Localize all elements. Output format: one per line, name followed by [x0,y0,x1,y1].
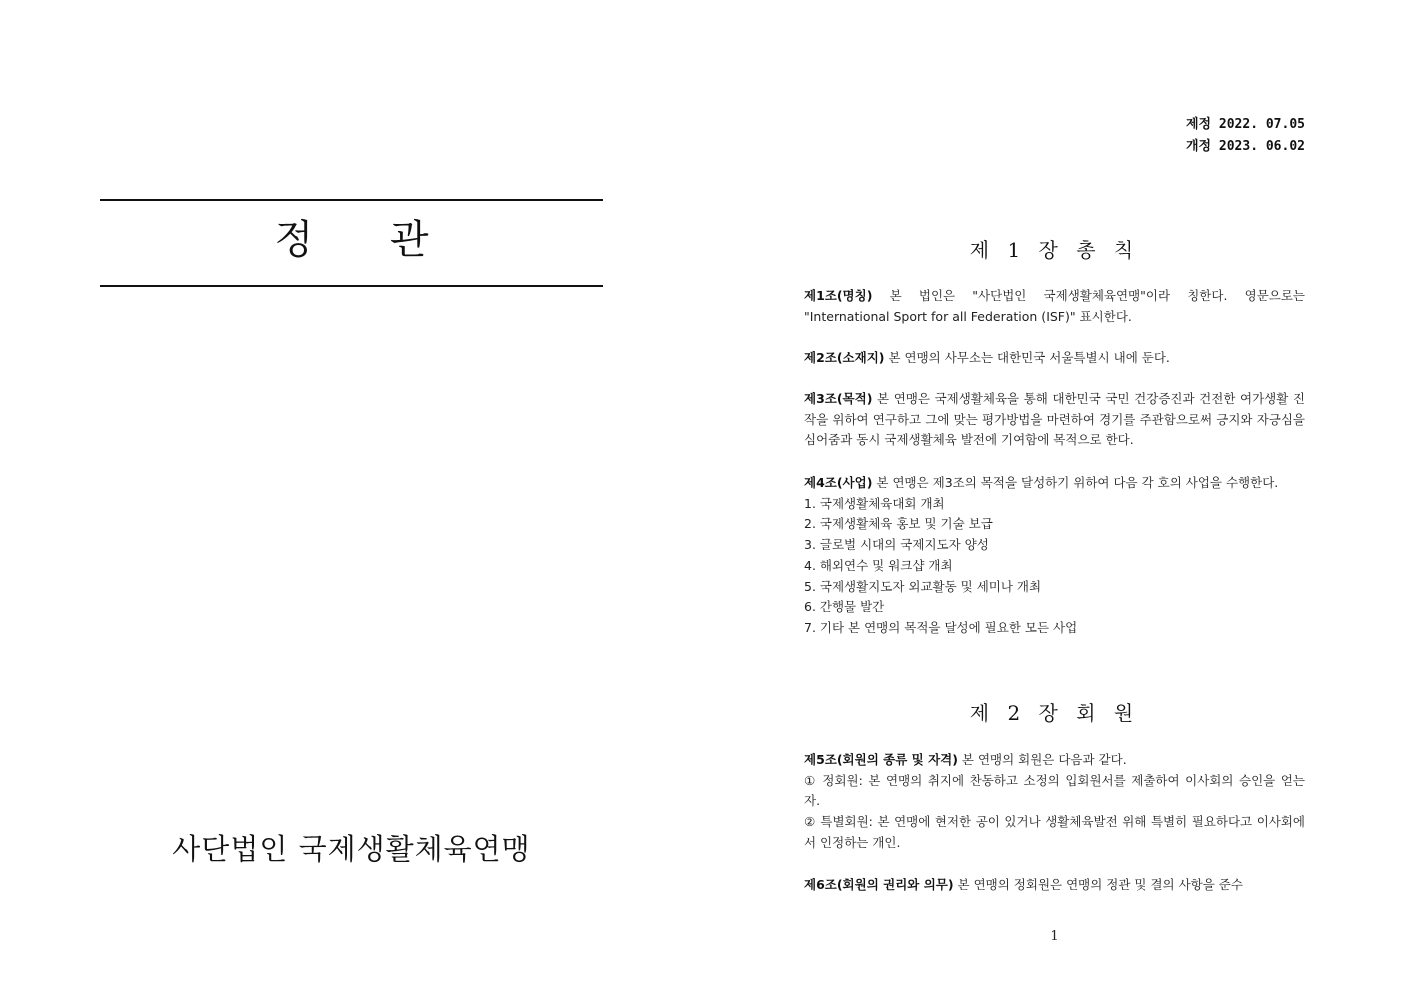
article-6 [804,875,1305,896]
article-1 [804,286,1305,327]
article-5 [804,750,1305,854]
article-5-clause-2: ② 특별회원: 본 연맹에 현저한 공이 있거나 생활체육발전 위해 특별히 필요하다고 이사회에서 인정하는 개인. [804,814,1305,850]
article-5-body: 본 연맹의 회원은 다음과 같다. [957,752,1127,767]
content-page [702,0,1403,992]
article-4 [804,473,1305,639]
article-1-body: 본 법인은 "사단법인 국제생활체육연맹"이라 칭한다. 영문으로는 "International Sport for all Federation (ISF)" 표시한다. [804,288,1305,324]
chapter-1-title: 제 1 장 총 칙 [969,238,1140,262]
article-4-item-list [804,494,1305,639]
title-top-rule [100,199,603,201]
list-item: 2. 국제생활체육 홍보 및 기술 보급 [804,516,993,532]
article-2 [804,348,1305,369]
article-2-body: 본 연맹의 사무소는 대한민국 서울특별시 내에 둔다. [884,350,1170,365]
enactment-dates [1186,114,1305,158]
article-6-body: 본 연맹의 정회원은 연맹의 정관 및 결의 사항을 준수 [953,877,1243,892]
list-item: 7. 기타 본 연맹의 목적을 달성에 필요한 모든 사업 [804,619,1078,635]
article-5-heading: 제5조(회원의 종류 및 자격) [804,752,958,767]
organization-name: 사단법인 국제생활체육연맹 [172,832,531,866]
revised-date: 개정 2023. 06.02 [1185,139,1305,154]
article-2-heading: 제2조(소재지) [804,350,885,365]
cover-title: 정 관 [274,217,461,263]
list-item: 5. 국제생활지도자 외교활동 및 세미나 개최 [804,578,1042,594]
list-item: 4. 해외연수 및 워크샵 개최 [804,557,953,573]
article-5-clause-1: ① 정회원: 본 연맹의 취지에 찬동하고 소정의 입회원서를 제출하여 이사회의 승인을 얻는 자. [804,772,1305,809]
list-item: 1. 국제생활체육대회 개최 [804,495,945,511]
article-3 [804,389,1305,451]
article-4-body: 본 연맹은 제3조의 목적을 달성하기 위하여 다음 각 호의 사업을 수행한다. [872,475,1279,490]
enacted-date: 제정 2022. 07.05 [1185,117,1305,132]
title-bottom-rule [100,285,603,287]
article-3-body: 본 연맹은 국제생활체육을 통해 대한민국 국민 건강증진과 건전한 여가생활 진작을 위하여 연구하고 그에 맞는 평가방법을 마련하여 경기를 주관함으로써 긍지와 자긍심을 심어줌과 동시 국제생활체육 발전에 기여함에 목적으로 한다. [804,391,1305,448]
list-item: 6. 간행물 발간 [804,599,885,615]
list-item: 3. 글로벌 시대의 국제지도자 양성 [804,537,989,553]
article-1-heading: 제1조(명칭) [804,288,873,303]
article-3-heading: 제3조(목적) [804,391,873,406]
article-4-heading: 제4조(사업) [804,475,873,490]
chapter-2-title: 제 2 장 회 원 [969,701,1140,725]
article-6-heading: 제6조(회원의 권리와 의무) [804,877,954,892]
page-number: 1 [1050,929,1059,944]
